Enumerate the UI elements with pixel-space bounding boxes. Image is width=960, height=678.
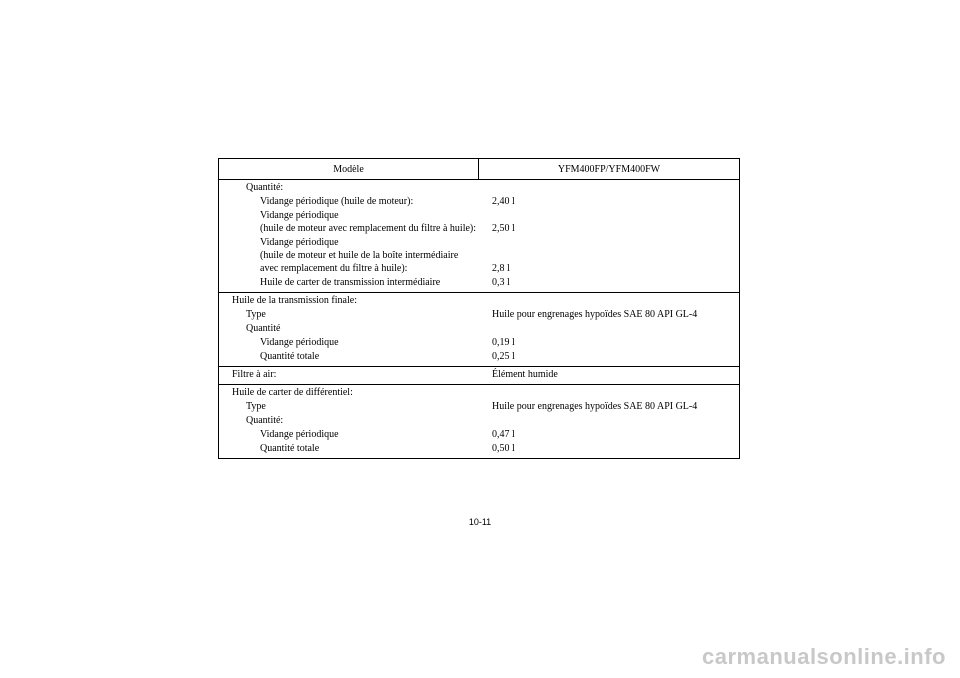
model-header-label: Modèle <box>219 159 479 179</box>
table-row <box>219 428 739 441</box>
table-row <box>219 400 739 413</box>
table-row <box>219 322 739 335</box>
spec-label <box>219 428 489 441</box>
spec-label-line: Vidange périodique <box>260 337 339 348</box>
spec-value: Huile pour engrenages hypoïdes SAE 80 API GL-4 <box>492 401 698 412</box>
table-row <box>219 181 739 194</box>
spec-label <box>219 414 489 427</box>
spec-label <box>219 368 489 381</box>
spec-label-line: Vidange périodique <box>260 237 339 248</box>
spec-label <box>219 181 489 194</box>
table-row <box>219 336 739 349</box>
spec-value: 0,25 l <box>492 351 515 362</box>
spec-table <box>218 158 740 459</box>
spec-section <box>219 385 739 458</box>
spec-label-line: Quantité: <box>246 182 284 193</box>
spec-label <box>219 322 489 335</box>
spec-value: Élément humide <box>492 369 558 380</box>
table-row <box>219 386 739 399</box>
spec-value: Huile pour engrenages hypoïdes SAE 80 API GL-4 <box>492 309 698 320</box>
spec-section <box>219 293 739 367</box>
table-row <box>219 209 739 235</box>
spec-label-line: Vidange périodique (huile de moteur): <box>260 196 414 207</box>
table-row <box>219 276 739 289</box>
spec-label <box>219 236 489 275</box>
spec-label-line: (huile de moteur avec remplacement du filtre à huile): <box>260 223 477 234</box>
spec-label <box>219 294 489 307</box>
spec-value: 2,8 l <box>492 263 510 274</box>
spec-value: 2,40 l <box>492 196 515 207</box>
spec-label-line: Vidange périodique <box>260 210 339 221</box>
spec-label-line: Huile de carter de transmission intermédiaire <box>260 277 441 288</box>
table-row <box>219 414 739 427</box>
spec-label <box>219 442 489 455</box>
model-header-value: YFM400FP/YFM400FW <box>557 163 661 175</box>
spec-label-line: Vidange périodique <box>260 429 339 440</box>
spec-label <box>219 209 489 235</box>
table-row <box>219 308 739 321</box>
spec-value: 2,50 l <box>492 223 515 234</box>
spec-label-line: Quantité <box>246 323 281 334</box>
table-row <box>219 368 739 381</box>
spec-label-line: Type <box>246 309 266 320</box>
spec-value: 0,19 l <box>492 337 515 348</box>
spec-label <box>219 308 489 321</box>
table-row <box>219 442 739 455</box>
spec-label-line: Quantité: <box>246 415 284 426</box>
spec-label <box>219 400 489 413</box>
table-header <box>219 159 739 180</box>
spec-label-line: Quantité totale <box>260 351 320 362</box>
spec-label-line: Type <box>246 401 266 412</box>
spec-label <box>219 336 489 349</box>
table-row <box>219 195 739 208</box>
spec-sections <box>219 180 739 458</box>
spec-section <box>219 367 739 385</box>
spec-label <box>219 195 489 208</box>
spec-label-line: Filtre à air: <box>232 369 277 380</box>
table-row <box>219 236 739 275</box>
spec-label <box>219 386 489 399</box>
spec-label-line: Huile de la transmission finale: <box>232 295 357 306</box>
spec-label <box>219 350 489 363</box>
spec-label-line: Huile de carter de différentiel: <box>232 387 353 398</box>
spec-value: 0,3 l <box>492 277 510 288</box>
table-row <box>219 350 739 363</box>
spec-label-line: avec remplacement du filtre à huile): <box>260 263 408 274</box>
page-number: 10-11 <box>468 517 492 527</box>
spec-label <box>219 276 489 289</box>
spec-label-line: Quantité totale <box>260 443 320 454</box>
table-row <box>219 294 739 307</box>
spec-value: 0,47 l <box>492 429 515 440</box>
spec-section <box>219 180 739 293</box>
spec-label-line: (huile de moteur et huile de la boîte intermédiaire <box>260 250 459 261</box>
spec-value: 0,50 l <box>492 443 515 454</box>
watermark: carmanualsonline.info <box>702 644 946 669</box>
